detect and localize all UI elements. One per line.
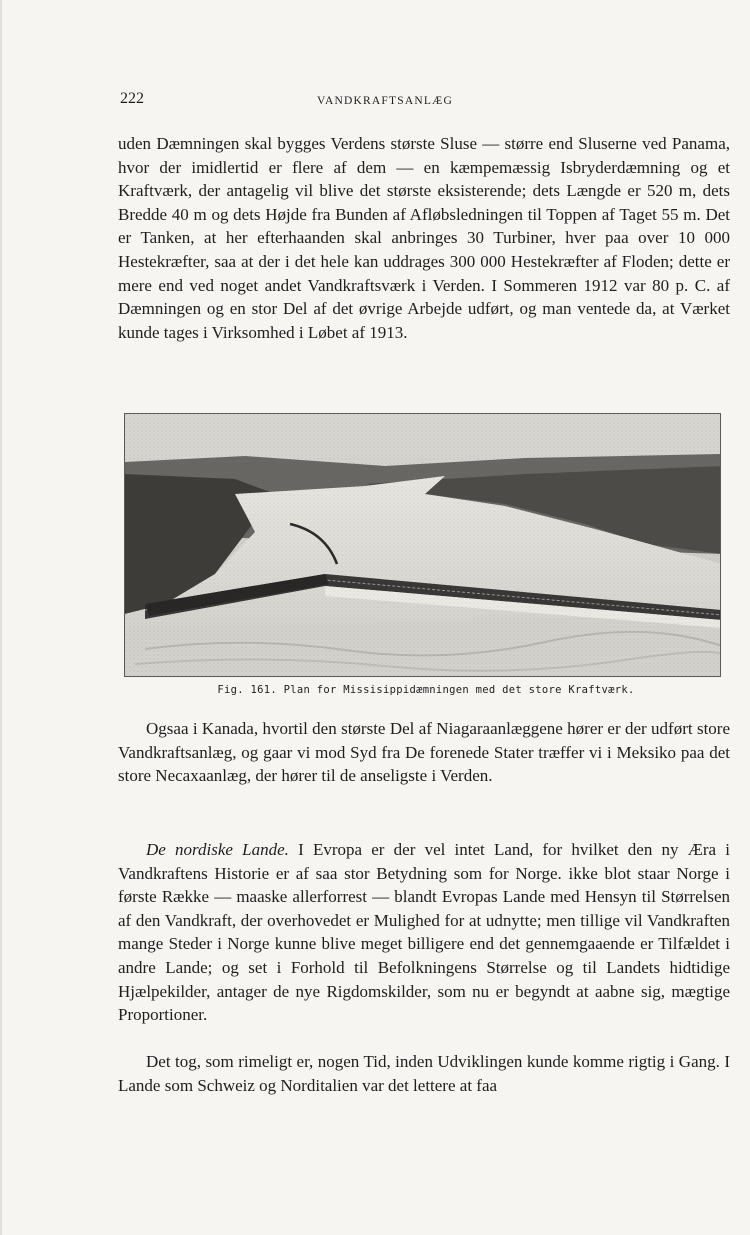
section-heading-italic: De nordiske Lande. <box>146 840 289 859</box>
page-header <box>120 90 630 114</box>
halftone-grain <box>125 414 721 677</box>
paragraph-nordiske-lande <box>118 838 730 1027</box>
paragraph-kanada: Ogsaa i Kanada, hvortil den største Del af Niagaraanlæggene hører er der udført store Vandkraftsanlæg, og gaar vi mod Syd fra De forenede Stater træffer vi i Meksiko paa det store Necaxaanlæg, der hører til de anseligste i Verden. <box>118 719 730 786</box>
running-title: VANDKRAFTSANLÆG <box>317 95 453 107</box>
page-number: 222 <box>120 90 144 107</box>
paragraph-body: I Evropa er der vel intet Land, for hvilket den ny Æra i Vandkraftens Historie er af saa stor Betydning som for Norge. ikke blot staar Norge i første Række — maaske allerforrest — blandt Evropas Lande med Hensyn til Størrelsen af den Vandkraft, der overhovedet er Mulighed for at udnytte; men tillige vil Vandkraften mange Steder i Norge kunne blive meget billigere end det gennemgaaende er Tilfældet i andre Lande; og set i Forhold til Befolkningens Størrelse og til Landets hidtidige Hjælpekilder, antager de nye Rigdomskilder, som nu er begyndt at aabne sig, mægtige Proportioner. <box>118 840 730 1025</box>
figure-caption: Fig. 161. Plan for Missisippidæmningen med det store Kraftværk. <box>217 684 635 696</box>
figure-dam-illustration <box>124 413 721 677</box>
paragraph-udviklingen: Det tog, som rimeligt er, nogen Tid, inden Udviklingen kunde komme rigtig i Gang. I Lande som Schweiz og Norditalien var det lettere at faa <box>118 1052 730 1095</box>
dam-illustration <box>125 414 721 677</box>
paragraph-sluse: uden Dæmningen skal bygges Verdens største Sluse — større end Sluserne ved Panama, hvor der imidlertid er flere af dem — en kæmpemæssig Isbryderdæmning og et Kraftværk, der antagelig vil blive det største eksisterende; dets Længde er 520 m, dets Bredde 40 m og dets Højde fra Bunden af Afløbsledningen til Toppen af Taget 55 m. Det er Tanken, at her efterhaanden skal anbringes 30 Turbiner, hver paa over 10 000 Hestekræfter, saa at der i det hele kan uddrages 300 000 Hestekræfter af Floden; dette er mere end ved noget andet Vandkraftsværk i Verden. I Sommeren 1912 var 80 p. C. af Dæmningen og en stor Del af det øvrige Arbejde udført, og man ventede da, at Værket kunde tages i Virksomhed i Løbet af 1913. <box>118 134 730 342</box>
